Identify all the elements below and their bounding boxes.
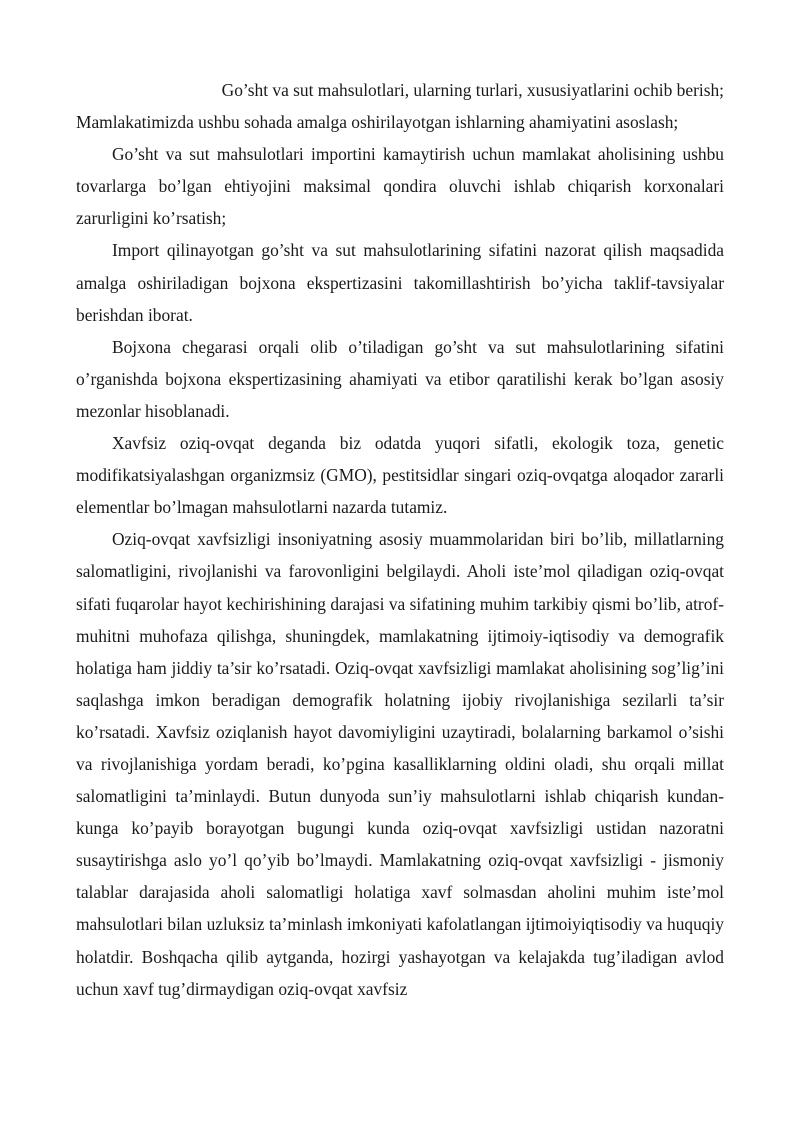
- document-page: [76, 74, 724, 1005]
- paragraph-objective-1: Go’sht va sut mahsulotlari, ularning turlari, xususiyatlarini ochib berish;: [221, 80, 724, 100]
- paragraph-food-security: Oziq-ovqat xavfsizligi insoniyatning asosiy muammolaridan biri bo’lib, millatlarning salomatligini, rivojlanishi va farovonligini belgilaydi. Aholi iste’mol qiladigan oziq-ovqat sifati fuqarolar hayot kechirishining darajasi va sifatining muhim tarkibiy qismi bo’lib, atrof-muhitni muhofaza qilishga, shuningdek, mamlakatning ijtimoiy-iqtisodiy va demografik holatiga ham jiddiy ta’sir ko’rsatadi. Oziq-ovqat xavfsizligi mamlakat aholisining sog’lig’ini saqlashga imkon beradigan demografik holatning ijobiy rivojlanishiga sezilarli ta’sir ko’rsatadi. Xavfsiz oziqlanish hayot davomiyligini uzaytiradi, bolalarning barkamol o’sishi va rivojlanishiga yordam beradi, ko’pgina kasalliklarning oldini oladi, shu orqali millat salomatligini ta’minlaydi. Butun dunyoda sun’iy mahsulotlarni ishlab chiqarish kundan-kunga ko’payib borayotgan bugungi kunda oziq-ovqat xavfsizligi ustidan nazoratni susaytirishga aslo yo’l qo’yib bo’lmaydi. Mamlakatning oziq-ovqat xavfsizligi - jismoniy talablar darajasida aholi salomatligi holatiga xavf solmasdan aholini muhim iste’mol mahsulotlari bilan uzluksiz ta’minlash imkoniyati kafolatlangan ijtimoiyiqtisodiy va huquqiy holatdir. Boshqacha qilib aytganda, hozirgi yashayotgan va kelajakda tug’iladigan avlod uchun xavf tug’dirmaydigan oziq-ovqat xavfsiz: [76, 529, 724, 999]
- paragraph-objective-4: Import qilinayotgan go’sht va sut mahsulotlarining sifatini nazorat qilish maqsadida amalga oshiriladigan bojxona ekspertizasini takomillashtirish bo’yicha taklif-tavsiyalar berishdan iborat.: [76, 240, 724, 325]
- paragraph-safe-food-definition: Xavfsiz oziq-ovqat deganda biz odatda yuqori sifatli, ekologik toza, genetic modifikatsiyalashgan organizmsiz (GMO), pestitsidlar singari oziq-ovqatga aloqador zararli elementlar bo’lmagan mahsulotlarni nazarda tutamiz.: [76, 433, 724, 518]
- paragraph-objective-2: Mamlakatimizda ushbu sohada amalga oshirilayotgan ishlarning ahamiyatini asoslash;: [76, 112, 679, 133]
- paragraph-objective-3: Go’sht va sut mahsulotlari importini kamaytirish uchun mamlakat aholisining ushbu tovarlarga bo’lgan ehtiyojini maksimal qondira oluvchi ishlab chiqarish korxonalari zarurligini ko’rsatish;: [76, 144, 724, 229]
- paragraph-customs-expertise: Bojxona chegarasi orqali olib o’tiladigan go’sht va sut mahsulotlarining sifatini o’rganishda bojxona ekspertizasining ahamiyati va etibor qaratilishi kerak bo’lgan asosiy mezonlar hisoblanadi.: [76, 336, 724, 421]
